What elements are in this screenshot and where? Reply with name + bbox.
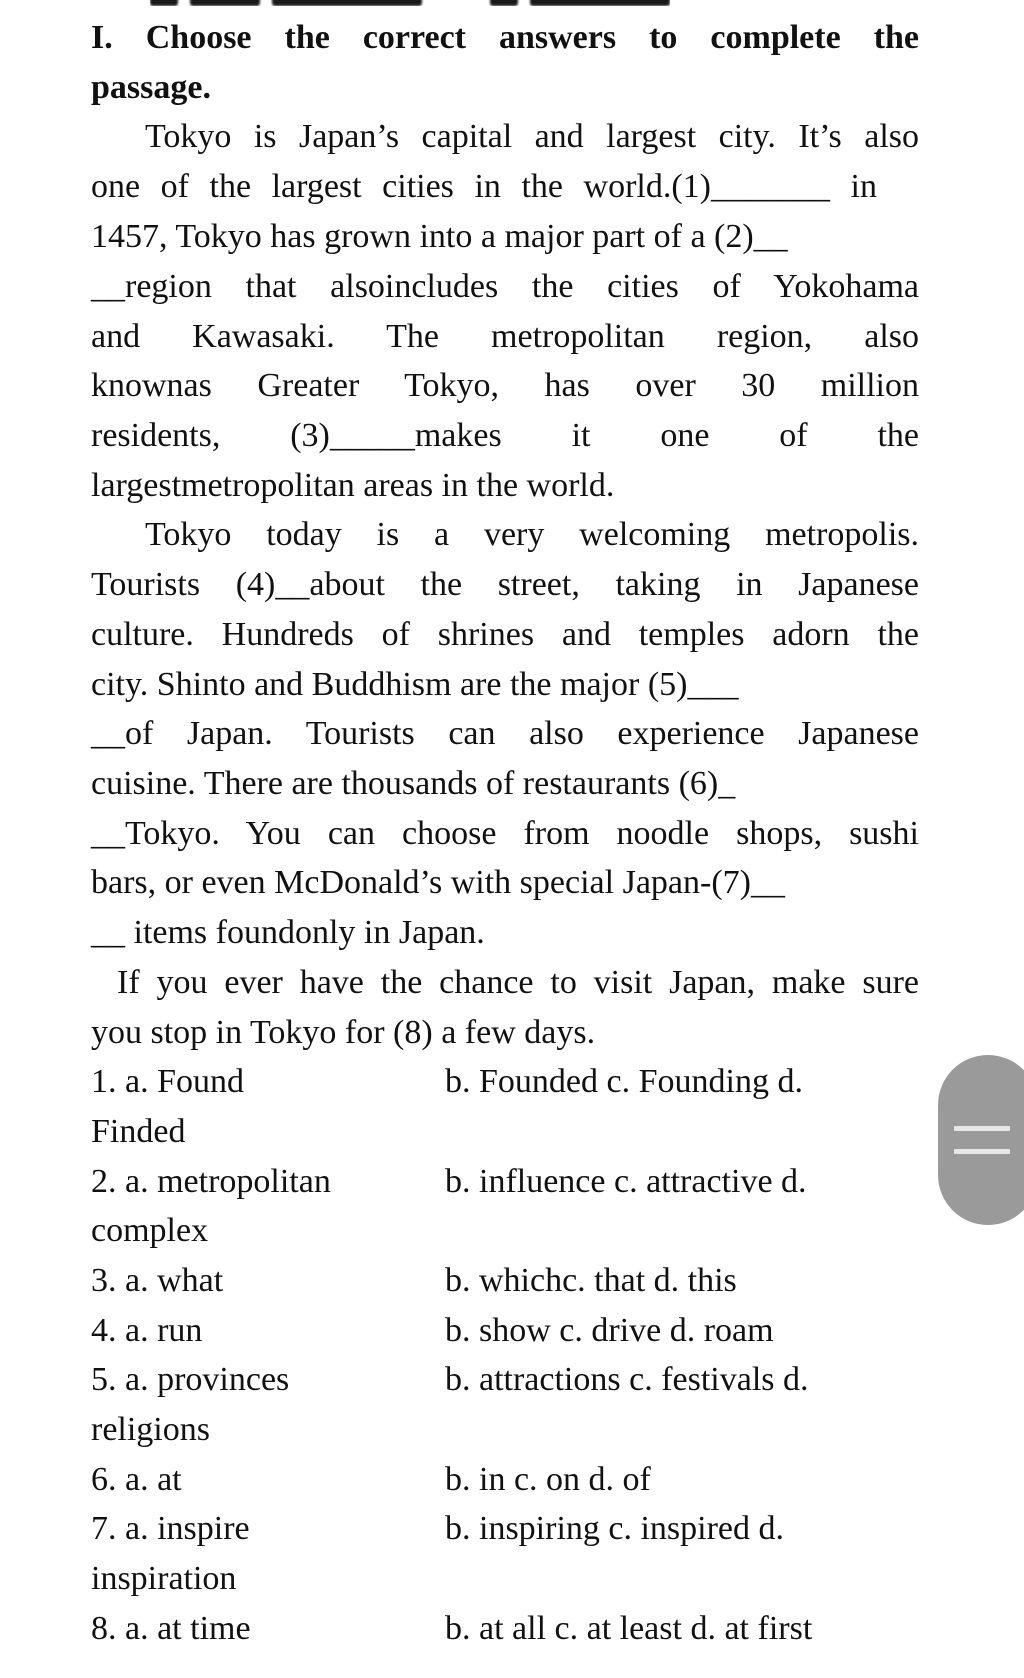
passage-line: __Tokyo. You can choose from noodle shops, sushi bbox=[91, 815, 919, 852]
scroll-drag-handle[interactable] bbox=[938, 1055, 1024, 1225]
option-a: 7. a. inspire bbox=[91, 1510, 250, 1547]
question-1 bbox=[91, 1057, 919, 1107]
options-bcd: b. attractions c. festivals d. bbox=[445, 1361, 809, 1398]
options-bcd: b. influence c. attractive d. bbox=[445, 1163, 807, 1200]
options-bcd: b. show c. drive d. roam bbox=[445, 1312, 774, 1349]
question-8 bbox=[91, 1604, 919, 1654]
question-5-wrap: religions bbox=[91, 1411, 210, 1448]
exercise-heading-line-1: I. Choose the correct answers to complete the bbox=[91, 19, 919, 56]
passage-line: you stop in Tokyo for (8) a few days. bbox=[91, 1014, 596, 1051]
passage-line: 1457, Tokyo has grown into a major part of a (2)__ bbox=[91, 218, 788, 255]
passage-line: bars, or even McDonald’s with special Japan-(7)__ bbox=[91, 864, 785, 901]
options-bcd: b. at all c. at least d. at first bbox=[445, 1610, 813, 1647]
question-6 bbox=[91, 1455, 919, 1505]
passage-line: one of the largest cities in the world.(1)_______ in bbox=[91, 168, 877, 205]
option-a: 5. a. provinces bbox=[91, 1361, 290, 1398]
question-7-wrap: inspiration bbox=[91, 1560, 237, 1597]
passage-line: residents, (3)_____makes it one of the bbox=[91, 417, 919, 454]
options-bcd: b. whichc. that d. this bbox=[445, 1262, 737, 1299]
passage-line: __region that alsoincludes the cities of Yokohama bbox=[91, 268, 919, 305]
option-a: 8. a. at time bbox=[91, 1610, 251, 1647]
exercise-heading-line-2: passage. bbox=[91, 69, 211, 106]
option-a: 2. a. metropolitan bbox=[91, 1163, 331, 1200]
options-bcd: b. in c. on d. of bbox=[445, 1461, 651, 1498]
question-5 bbox=[91, 1355, 919, 1405]
passage-line: and Kawasaki. The metropolitan region, also bbox=[91, 318, 919, 355]
passage-line: Tourists (4)__about the street, taking in Japanese bbox=[91, 566, 919, 603]
question-7 bbox=[91, 1504, 919, 1554]
question-1-wrap: Finded bbox=[91, 1113, 186, 1150]
passage-line: __ items foundonly in Japan. bbox=[91, 914, 485, 951]
question-2 bbox=[91, 1157, 919, 1207]
option-a: 1. a. Found bbox=[91, 1063, 244, 1100]
question-2-wrap: complex bbox=[91, 1212, 209, 1249]
clipped-previous-line bbox=[150, 0, 670, 6]
passage-line: Tokyo today is a very welcoming metropolis. bbox=[145, 516, 919, 553]
options-bcd: b. inspiring c. inspired d. bbox=[445, 1510, 785, 1547]
passage-line: culture. Hundreds of shrines and temples adorn the bbox=[91, 616, 919, 653]
passage-line: cuisine. There are thousands of restaurants (6)_ bbox=[91, 765, 736, 802]
passage-line: __of Japan. Tourists can also experience Japanese bbox=[91, 715, 919, 752]
passage-line: knownas Greater Tokyo, has over 30 million bbox=[91, 367, 919, 404]
options-bcd: b. Founded c. Founding d. bbox=[445, 1063, 803, 1100]
question-3 bbox=[91, 1256, 919, 1306]
option-a: 6. a. at bbox=[91, 1461, 182, 1498]
option-a: 3. a. what bbox=[91, 1262, 224, 1299]
question-4 bbox=[91, 1306, 919, 1356]
passage-line: If you ever have the chance to visit Japan, make sure bbox=[117, 964, 919, 1001]
passage-line: Tokyo is Japan’s capital and largest city. It’s also bbox=[145, 118, 919, 155]
option-a: 4. a. run bbox=[91, 1312, 203, 1349]
passage-line: city. Shinto and Buddhism are the major (5)___ bbox=[91, 666, 739, 703]
passage-line: largestmetropolitan areas in the world. bbox=[91, 467, 615, 504]
